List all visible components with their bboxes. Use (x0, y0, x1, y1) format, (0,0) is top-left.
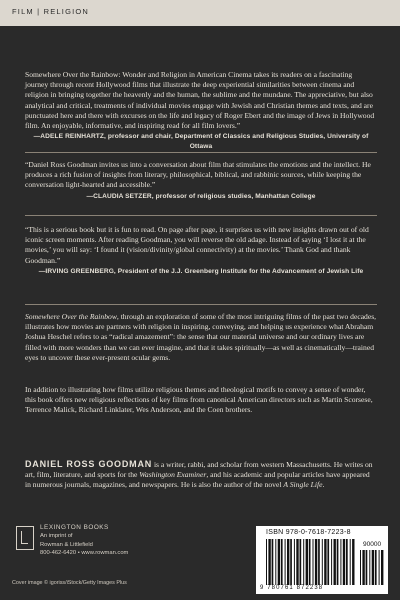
bio-text-1: is a writer, rabbi, and scholar from western Massachusetts. He writes on art, film, literature, and sports for the (25, 460, 373, 480)
review-3 (25, 225, 377, 277)
review-2 (25, 160, 377, 202)
publisher-contact: 800-462-6420 • www.rowman.com (40, 550, 129, 557)
publication-name: Washington Examiner (139, 470, 207, 480)
barcode-icon (266, 539, 356, 585)
review-2-attribution: —CLAUDIA SETZER, professor of religious studies, Manhattan College (86, 192, 316, 200)
category-label: FILM | RELIGION (12, 7, 90, 16)
author-name: DANIEL ROSS GOODMAN (25, 459, 153, 469)
barcode-box (256, 526, 388, 594)
description-text-1: , through an exploration of some of the most intriguing films of the past two decades, illustrates how movies are partners with religion in inspiring, conveying, and helping us experience what Abraham Joshua Heschel refers to as “radical amazement”: the sense that our material universe and our ordinary lives are filled with more wonders than we can ever imagine, and that it takes spiritually—as well as cinematically—trained eyes to uncover these ever-present ocular gems. (25, 312, 377, 362)
publisher-parent: Rowman & Littlefield (40, 541, 93, 548)
bio-text-2: , and his academic and popular articles have appeared in numerous journals, magazines, and newspapers. He is also the author of the novel (25, 470, 370, 490)
review-1-attribution: —ADELE REINHARTZ, professor and chair, Department of Classics and Religious Studies, University of Ottawa (33, 133, 369, 151)
price-barcode-icon (360, 550, 384, 585)
publisher-info (40, 524, 128, 558)
divider (25, 304, 377, 305)
description-paragraph-1 (25, 312, 377, 363)
book-title: Somewhere Over the Rainbow (25, 312, 117, 321)
novel-title: A Single Life (283, 480, 323, 490)
isbn-text: ISBN 978-0-7618-7223-8 (266, 529, 351, 536)
review-1 (25, 70, 377, 153)
divider (25, 215, 377, 216)
description-paragraph-2: In addition to illustrating how films utilize religious themes and theological motifs to convey a sense of wonder, this book offers new religious reflections of key films from canonical American directors such as Martin Scorsese, Terrence Malick, Richard Linklater, Wes Anderson, and the Coen brothers. (25, 385, 373, 415)
review-1-text: Somewhere Over the Rainbow: Wonder and Religion in American Cinema takes its readers on a fascinating journey through recent Hollywood films that illustrate the deep experiential similarities between cinema and religion in bringing together the heavenly and the human, the sublime and the mundane. The appreciative, but also analytical and critical, treatments of individual movies engage with Jewish and Christian themes and texts, and are punctuated here and there with excurses on the life and legacy of Roger Ebert and the image of Jews in Hollywood film. An enjoyable, informative, and inspiring read for all film lovers.” (25, 70, 375, 131)
divider (25, 152, 377, 153)
review-3-text: “This is a serious book but it is fun to read. On page after page, it surprises us with new insights drawn out of old iconic screen moments. After reading Goodman, you will reverse the old adage. Instead of saying ‘I lost it at the movies,’ you will say: ‘I found it (vision/divinity/global connectivity) at the movies.’ Thank God and thank Goodman.” (25, 225, 369, 265)
review-3-attribution: —IRVING GREENBERG, President of the J.J. Greenberg Institute for the Advancement of Jewish Life (38, 267, 364, 275)
publisher-name: LEXINGTON BOOKS (40, 524, 109, 531)
price-code: 90000 (363, 541, 382, 548)
bio-text-3: . (322, 480, 325, 490)
barcode-digits: 9 780761 872238 (260, 585, 324, 591)
review-2-text: “Daniel Ross Goodman invites us into a conversation about film that stimulates the emotions and the intellect. He produces a rich fusion of insights from literary, philosophical, biblical, and rabbinic sources, while keeping the conversation light-hearted and accessible.” (25, 160, 371, 190)
publisher-block (16, 524, 196, 568)
lexington-logo-icon (16, 526, 34, 550)
publisher-imprint: An imprint of (40, 533, 73, 540)
author-bio (25, 459, 377, 491)
category-band (0, 0, 400, 26)
cover-credit: Cover image © igoriss/iStock/Getty Images Plus (12, 580, 127, 586)
